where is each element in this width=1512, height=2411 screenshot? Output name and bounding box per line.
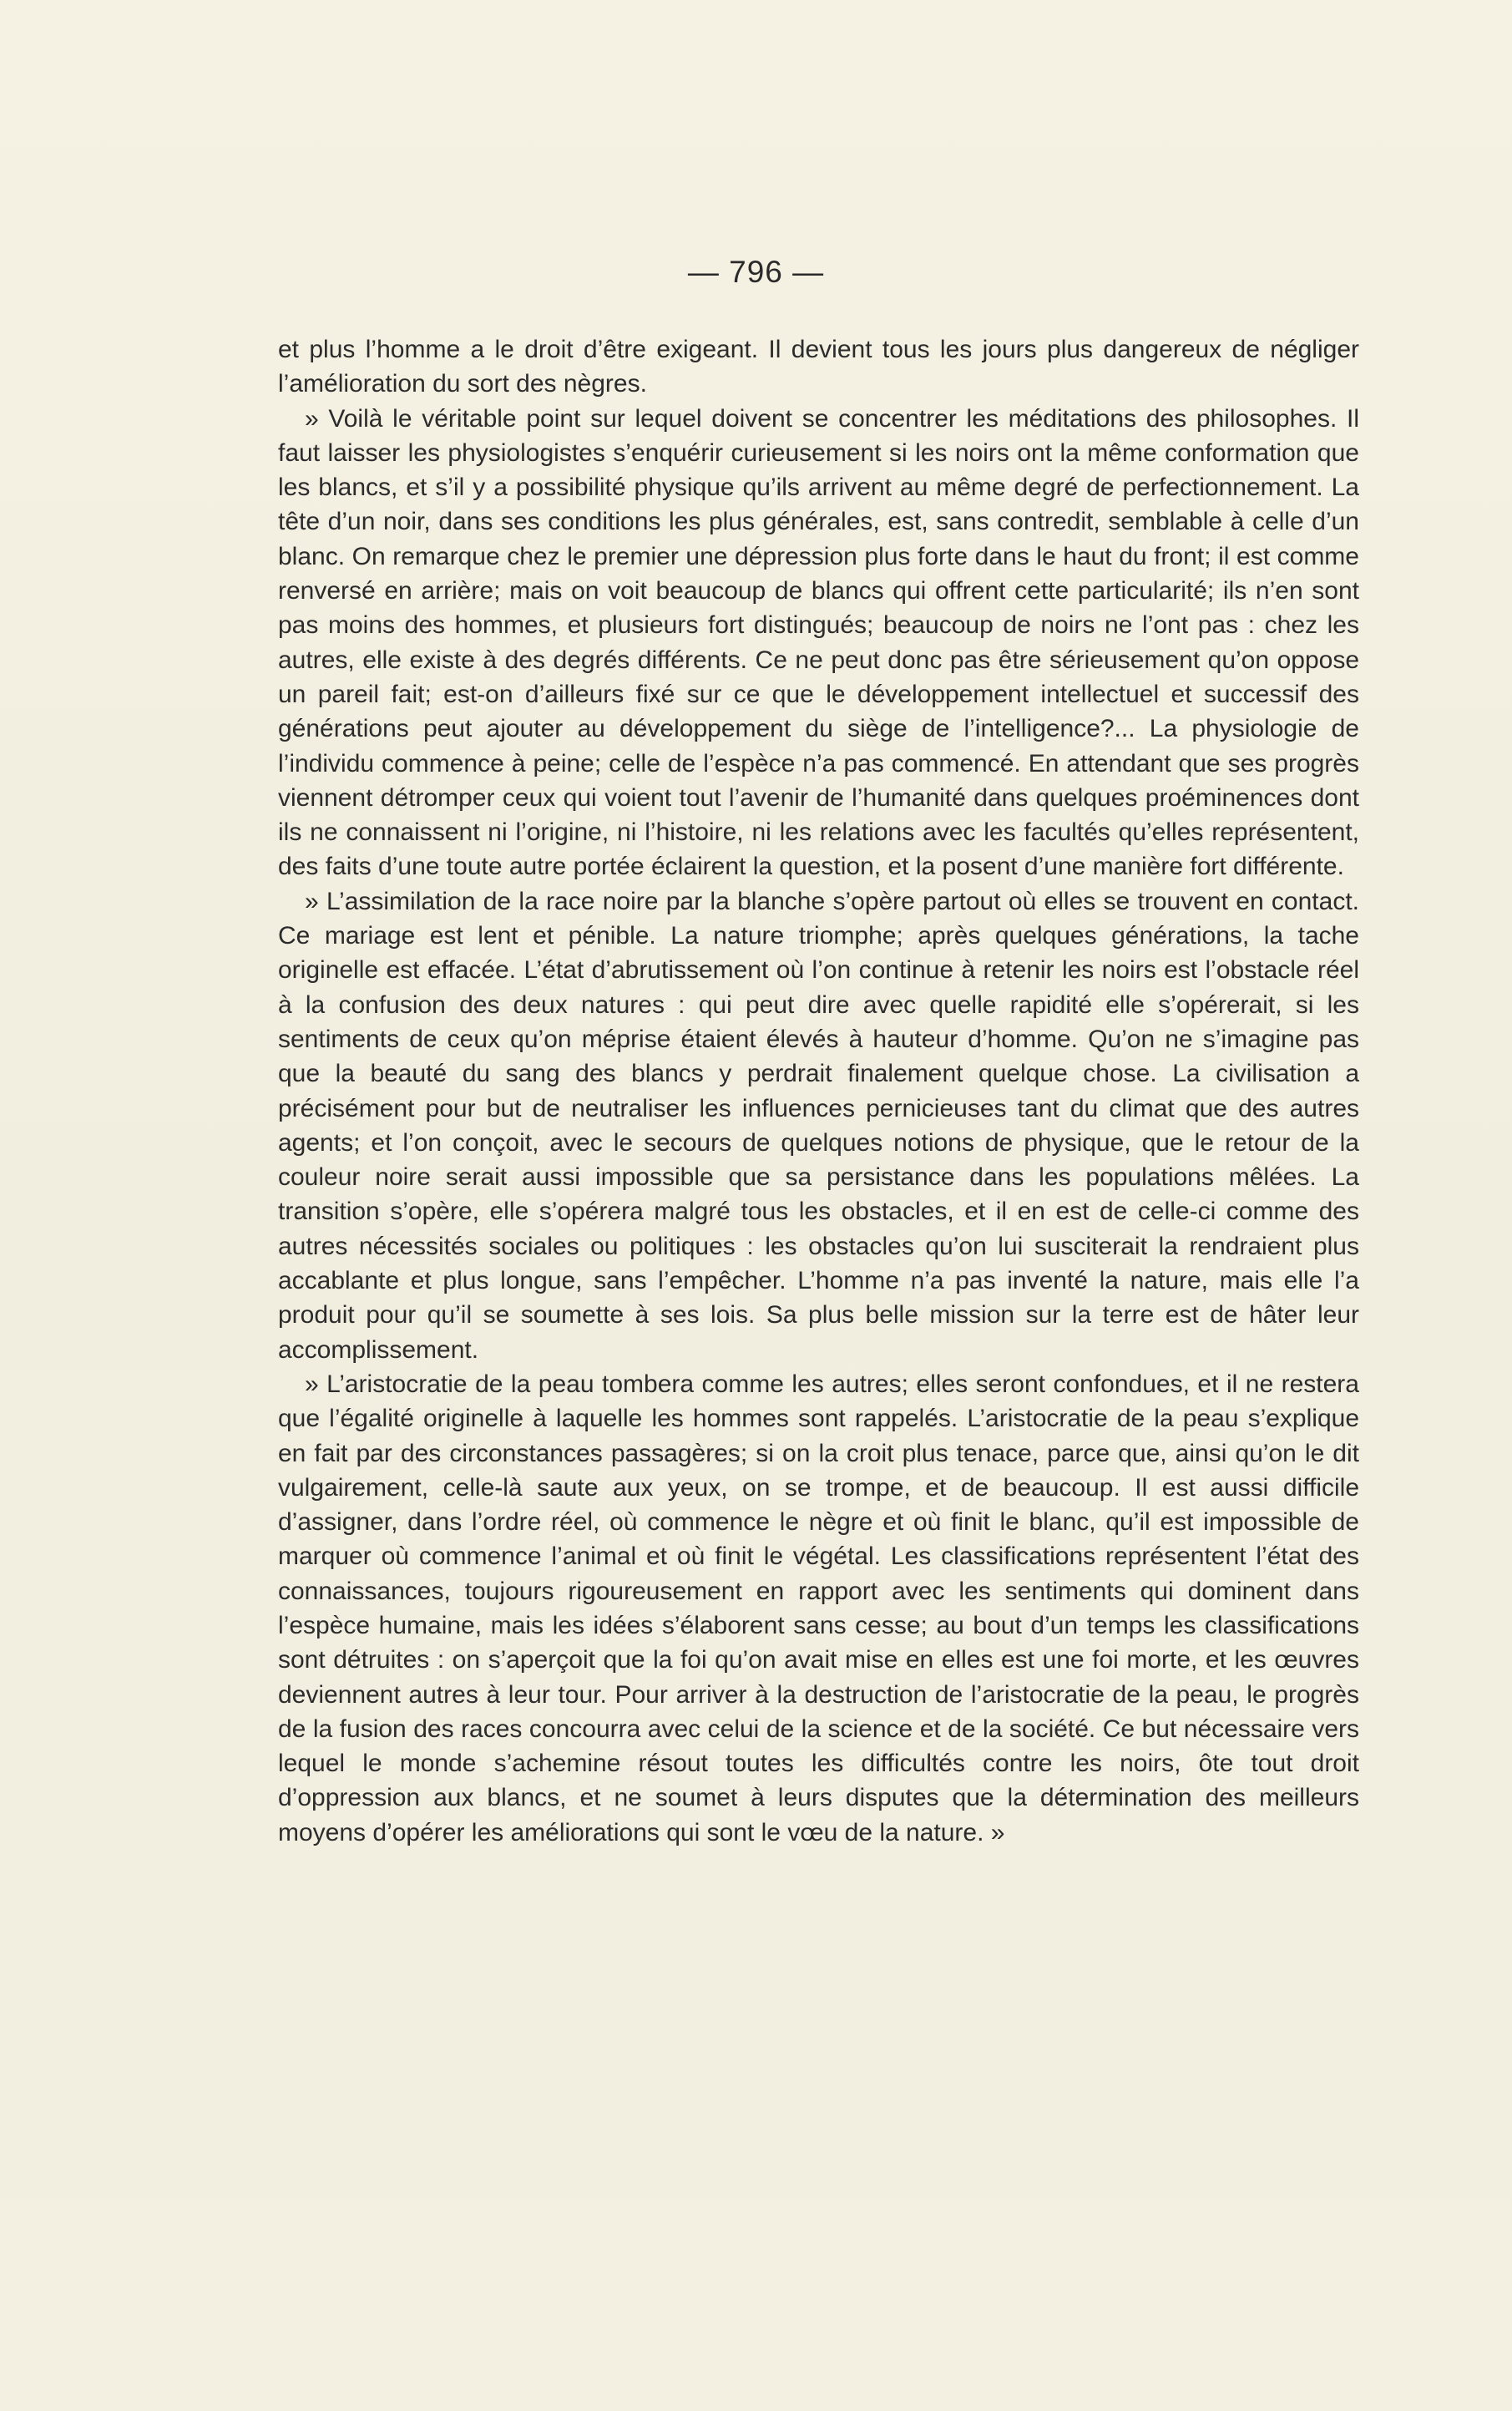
paragraph-1: et plus l’homme a le droit d’être exigeant. Il devient tous les jours plus dangereux de négliger l’amélioration du sort des nègres. (278, 336, 1359, 398)
paragraph-2: » Voilà le véritable point sur lequel doivent se concentrer les méditations des philosophes. Il faut laisser les physiologistes s’enquérir curieusement si les noirs ont la même conformation que les blancs, et s’il y a possibilité physique qu’ils arrivent au même degré de perfectionnement. La tête d’un noir, dans ses conditions les plus générales, est, sans contredit, semblable à celle d’un blanc. On remarque chez le premier une dépression plus forte dans le haut du front; il est comme renversé en arrière; mais on voit beaucoup de blancs qui offrent cette particularité; ils n’en sont pas moins des hommes, et plusieurs fort distingués; beaucoup de noirs ne l’ont pas : chez les autres, elle existe à des degrés différents. Ce ne peut donc pas être sérieusement qu’on oppose un pareil fait; est-on d’ailleurs fixé sur ce que le développement intellectuel et successif des générations peut ajouter au développement du siège de l’intelligence?... La physiologie de l’individu commence à peine; celle de l’espèce n’a pas commencé. En attendant que ses progrès viennent détromper ceux qui voient tout l’avenir de l’humanité dans quelques proéminences dont ils ne connaissent ni l’origine, ni l’histoire, ni les relations avec les facultés qu’elles représentent, des faits d’une toute autre portée éclairent la question, et la posent d’une manière fort différente. (278, 404, 1359, 881)
paragraph-4: » L’aristocratie de la peau tombera comme les autres; elles seront confondues, et il ne restera que l’égalité originelle à laquelle les hommes sont rappelés. L’aristocratie de la peau s’explique en fait par des circonstances passagères; si on la croit plus tenace, parce que, ainsi qu’on le dit vulgairement, celle-là saute aux yeux, on se trompe, et de beaucoup. Il est aussi difficile d’assigner, dans l’ordre réel, où commence le nègre et où finit le blanc, qu’il est impossible de marquer où commence l’animal et où finit le végétal. Les classifications représentent l’état des connaissances, toujours rigoureusement en rapport avec les sentiments qui dominent dans l’espèce humaine, mais les idées s’élaborent sans cesse; au bout d’un temps les classifications sont détruites : on s’aperçoit que la foi qu’on avait mise en elles est une foi morte, et les œuvres deviennent autres à leur tour. Pour arriver à la destruction de l’aristocratie de la peau, le progrès de la fusion des races concourra avec celui de la science et de la société. Ce but nécessaire vers lequel le monde s’achemine résout toutes les difficultés contre les noirs, ôte tout droit d’oppression aux blancs, et ne soumet à leurs disputes que la détermination des meilleurs moyens d’opérer les améliorations qui sont le vœu de la nature. » (278, 1370, 1359, 1846)
page-number: — 796 — (687, 255, 825, 289)
paragraph-3: » L’assimilation de la race noire par la blanche s’opère partout où elles se trouvent en contact. Ce mariage est lent et pénible. La nature triomphe; après quelques générations, la tache originelle est effacée. L’état d’abrutissement où l’on continue à retenir les noirs est l’obstacle réel à la confusion des deux natures : qui peut dire avec quelle rapidité elle s’opérerait, si les sentiments de ceux qu’on méprise étaient élevés à hauteur d’homme. Qu’on ne s’imagine pas que la beauté du sang des blancs y perdrait finalement quelque chose. La civilisation a précisément pour but de neutraliser les influences pernicieuses tant du climat que des autres agents; et l’on conçoit, avec le secours de quelques notions de physique, que le retour de la couleur noire serait aussi impossible que sa persistance dans les populations mêlées. La transition s’opère, elle s’opérera malgré tous les obstacles, et il en est de celle-ci comme des autres nécessités sociales ou politiques : les obstacles qu’on lui susciterait la rendraient plus accablante et plus longue, sans l’empêcher. L’homme n’a pas inventé la nature, mais elle l’a produit pour qu’il se soumette à ses lois. Sa plus belle mission sur la terre est de hâter leur accomplissement. (278, 887, 1359, 1364)
body-text (278, 332, 1359, 1850)
